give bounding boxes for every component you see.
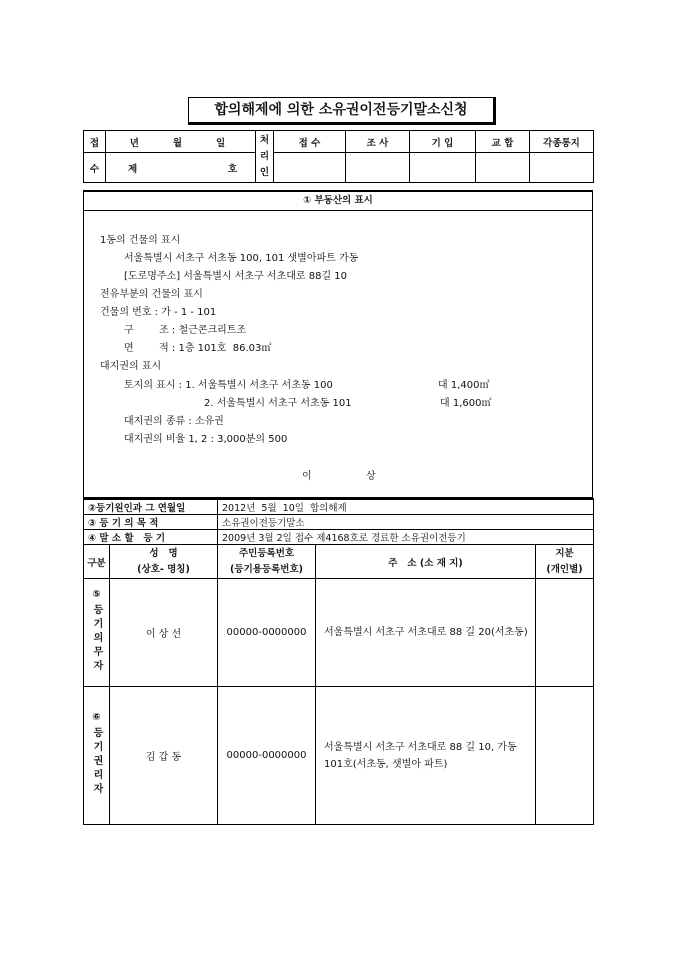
id-header-1: 주민등록번호 xyxy=(238,547,295,559)
col-giip: 기 입 xyxy=(410,131,476,153)
obligee-address[interactable]: 서울특별시 서초구 서초대로 88 길 10, 가동 101호(서초동, 샛별아 파트) xyxy=(316,687,536,825)
receipt-no-suffix: 호 xyxy=(228,164,238,175)
obligor-name[interactable]: 이 상 선 xyxy=(110,579,218,687)
prop-area: 대 1,400㎡ xyxy=(438,380,490,391)
cancel-label: ④ 말 소 할 등 기 xyxy=(84,530,218,545)
gubun-header: 구분 xyxy=(84,545,110,579)
name-header-1: 성 명 xyxy=(149,547,178,559)
purpose-label: ③ 등 기 의 목 적 xyxy=(84,515,218,530)
col-gyohap: 교 합 xyxy=(476,131,530,153)
name-header xyxy=(110,545,218,579)
registration-table xyxy=(83,498,594,825)
share-header-1: 지분 xyxy=(555,547,574,559)
document-title: 합의해제에 의한 소유권이전등기말소신청 xyxy=(188,97,496,125)
purpose-value[interactable]: 소유권이전등기말소 xyxy=(218,515,594,530)
prop-line: 면 적 : 1층 101호 86.03㎡ xyxy=(124,343,272,354)
name-header-2: (상호- 명칭) xyxy=(137,563,190,575)
addr-header: 주 소 (소 재 지) xyxy=(316,545,536,579)
prop-line: 대지권의 종류 : 소유권 xyxy=(124,416,224,427)
cell-josa[interactable] xyxy=(346,153,410,183)
prop-line: [도로명주소] 서울특별시 서초구 서초대로 88길 10 xyxy=(124,271,348,282)
share-header-2: (개인별) xyxy=(546,563,583,575)
cancel-value[interactable]: 2009년 3월 2일 접수 제4168호로 경료한 소유권이전등기 xyxy=(218,530,594,545)
prop-line: 대지권의 비율 1, 2 : 3,000분의 500 xyxy=(124,434,288,445)
end-mark-2: 상 xyxy=(366,471,376,482)
su-label: 수 xyxy=(84,153,106,183)
property-section xyxy=(83,190,593,498)
cell-notice[interactable] xyxy=(530,153,594,183)
share-header xyxy=(536,545,594,579)
id-header-2: (등기용등록번호) xyxy=(230,563,303,575)
cell-giip[interactable] xyxy=(410,153,476,183)
col-josa: 조 사 xyxy=(346,131,410,153)
obligor-id[interactable]: 00000-0000000 xyxy=(218,579,316,687)
end-mark-1: 이 xyxy=(302,471,312,482)
receipt-no-prefix: 제 xyxy=(128,164,138,175)
cheori-label xyxy=(256,131,274,183)
obligor-share[interactable] xyxy=(536,579,594,687)
receipt-no-cell xyxy=(106,153,256,183)
prop-line: 1동의 건물의 표시 xyxy=(100,235,181,246)
prop-line: 서울특별시 서초구 서초동 100, 101 샛별아파트 가동 xyxy=(124,253,359,264)
prop-line: 대지권의 표시 xyxy=(100,361,162,372)
col-notice: 각종통지 xyxy=(530,131,594,153)
jeop-label: 접 xyxy=(84,131,106,153)
cause-value[interactable]: 2012년 5월 10일 합의해제 xyxy=(218,499,594,515)
cell-gyohap[interactable] xyxy=(476,153,530,183)
obligee-role xyxy=(84,687,110,825)
obligor-address[interactable]: 서울특별시 서초구 서초대로 88 길 20(서초동) xyxy=(316,579,536,687)
prop-line: 건물의 번호 : 가 - 1 - 101 xyxy=(100,307,217,318)
prop-line: 토지의 표시 : 1. 서울특별시 서초구 서초동 100 xyxy=(124,380,333,391)
prop-area: 대 1,600㎡ xyxy=(440,398,492,409)
obligor-role xyxy=(84,579,110,687)
date-label: 년 월 일 xyxy=(106,131,256,153)
property-header: ① 부동산의 표시 xyxy=(84,192,592,211)
obligee-role-text: ⑥등기권리자 xyxy=(91,711,102,797)
cause-label: ②등기원인과 그 연월일 xyxy=(84,499,218,515)
obligor-role-text: ⑤등기의무자 xyxy=(91,588,102,674)
obligee-id[interactable]: 00000-0000000 xyxy=(218,687,316,825)
id-header xyxy=(218,545,316,579)
reception-table xyxy=(83,130,594,183)
obligee-name[interactable]: 김 갑 동 xyxy=(110,687,218,825)
prop-line: 전유부분의 건물의 표시 xyxy=(100,289,203,300)
prop-line: 2. 서울특별시 서초구 서초동 101 xyxy=(204,398,352,409)
prop-line: 구 조 : 철근콘크리트조 xyxy=(124,325,247,336)
col-jeopsu: 접 수 xyxy=(274,131,346,153)
obligee-share[interactable] xyxy=(536,687,594,825)
cell-jeopsu[interactable] xyxy=(274,153,346,183)
cheori-text: 처리인 xyxy=(259,134,270,178)
